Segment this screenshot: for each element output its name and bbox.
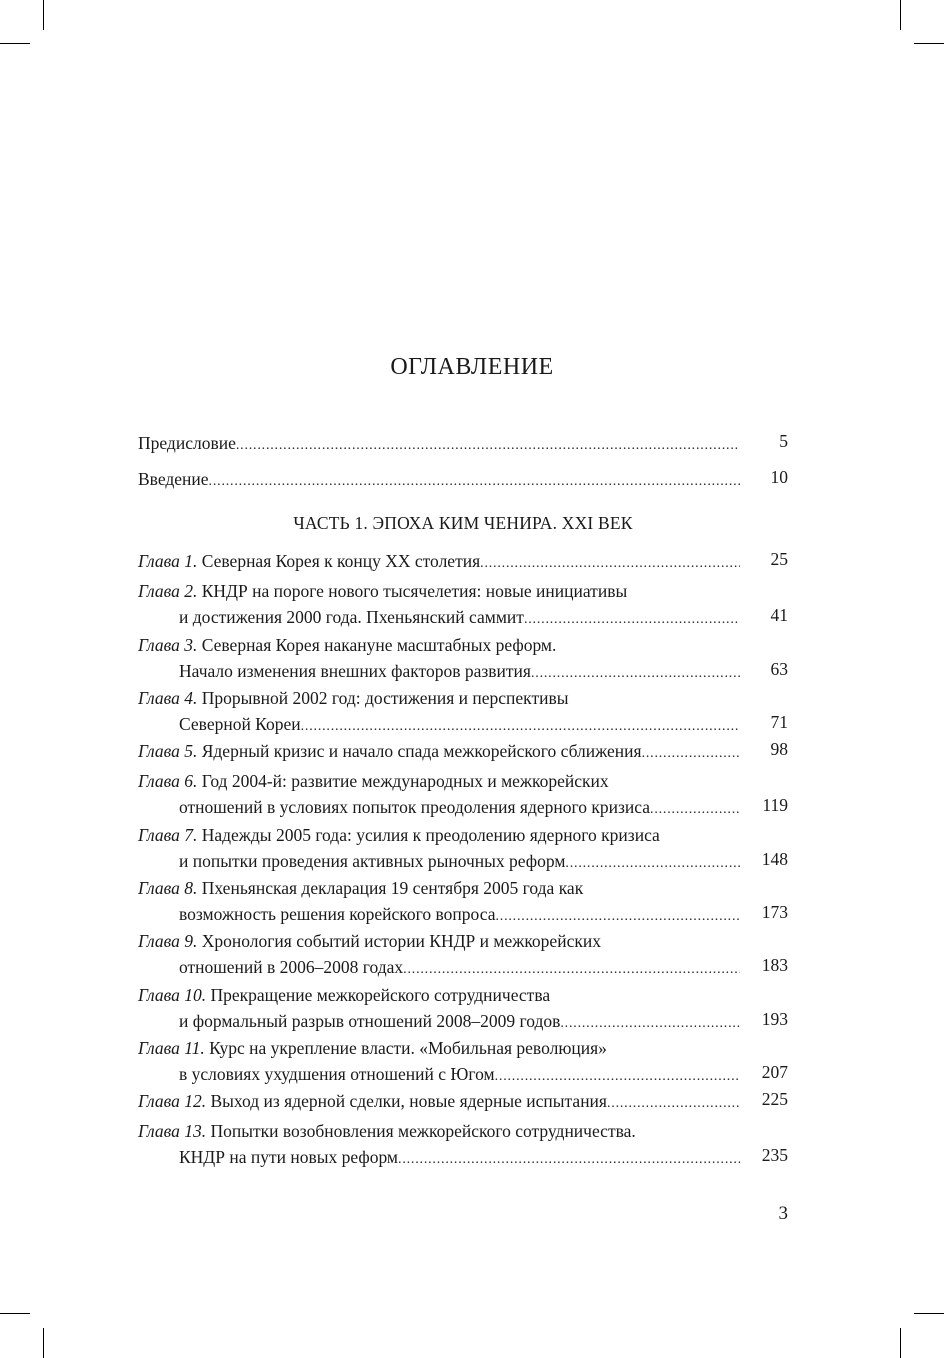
chapter-page: 71 [770,712,788,732]
dot-leader [480,551,740,577]
chapter-label: Глава 6. [138,771,198,791]
chapter-page: 63 [770,659,788,679]
dot-leader [236,433,740,459]
page-number: 3 [778,1203,788,1224]
crop-mark [43,1328,44,1358]
chapter-title-continued: и формальный разрыв отношений 2008–2009 годов [179,1011,561,1031]
chapter-title-continued: Начало изменения внешних факторов развития [179,661,531,681]
chapter-title-continued: и попытки проведения активных рыночных реформ [179,851,566,871]
dot-leader [398,1147,740,1173]
chapter-label: Глава 1. [138,551,198,571]
toc-entry [138,430,788,456]
toc-chapter-entry [138,982,788,1034]
chapter-title: Ядерный кризис и начало спада межкорейского сближения [197,741,642,761]
chapter-title-continued: отношений в условиях попыток преодоления ядерного кризиса [179,797,651,817]
entry-title: Введение [138,469,209,489]
toc-chapter-entry [138,928,788,980]
chapter-title-continued: отношений в 2006–2008 годах [179,957,404,977]
dot-leader [560,1011,740,1037]
chapter-page: 41 [770,605,788,625]
toc-entry [138,466,788,492]
chapter-label: Глава 7. [138,825,198,845]
entry-title: Предисловие [138,433,236,453]
chapter-label: Глава 4. [138,688,198,708]
chapter-label: Глава 12. [138,1091,207,1111]
chapter-title: Попытки возобновления межкорейского сотрудничества. [206,1121,636,1141]
dot-leader [495,1064,740,1090]
crop-mark [900,1328,901,1358]
chapter-label: Глава 10. [138,985,207,1005]
chapter-page: 173 [761,902,788,922]
crop-mark [0,1313,30,1314]
chapter-title: Год 2004-й: развитие международных и межкорейских [197,771,609,791]
toc-chapter-entry [138,685,788,737]
dot-leader [650,797,740,823]
toc-chapter-entry [138,822,788,874]
chapter-page: 98 [770,739,788,759]
toc-chapter-entry [138,632,788,684]
dot-leader [301,714,740,740]
chapter-title-continued: и достижения 2000 года. Пхеньянский саммит [179,607,524,627]
chapter-title: Курс на укрепление власти. «Мобильная революция» [204,1038,607,1058]
toc-heading: ОГЛАВЛЕНИЕ [390,354,554,380]
toc-chapter-entry [138,1088,788,1114]
chapter-title: Пхеньянская декларация 19 сентября 2005 года как [197,878,584,898]
dot-leader [209,469,740,495]
chapter-title: Прекращение межкорейского сотрудничества [206,985,551,1005]
toc-chapter-entry [138,1118,788,1170]
entry-page: 10 [770,467,788,487]
chapter-label: Глава 9. [138,931,198,951]
chapter-label: Глава 13. [138,1121,207,1141]
chapter-title: Надежды 2005 года: усилия к преодолению ядерного кризиса [197,825,660,845]
toc-chapter-entry [138,768,788,820]
crop-mark [900,0,901,30]
chapter-title: КНДР на пороге нового тысячелетия: новые инициативы [197,581,628,601]
toc-chapter-entry [138,1035,788,1087]
dot-leader [565,851,740,877]
dot-leader [403,957,740,983]
chapter-page: 235 [761,1145,788,1165]
chapter-title: Хронология событий истории КНДР и межкорейских [197,931,601,951]
chapter-title-continued: возможность решения корейского вопроса [179,904,496,924]
entry-page: 5 [779,431,788,451]
toc-chapter-entry [138,875,788,927]
toc-chapter-entry [138,548,788,574]
crop-mark [0,43,30,44]
chapter-title-continued: в условиях ухудшения отношений с Югом [179,1064,495,1084]
chapter-title-continued: КНДР на пути новых реформ [179,1147,399,1167]
dot-leader [607,1091,740,1117]
crop-mark [914,43,944,44]
chapter-page: 193 [761,1009,788,1029]
chapter-title: Северная Корея к концу XX столетия [197,551,481,571]
chapter-page: 207 [761,1062,788,1082]
dot-leader [531,661,740,687]
chapter-title-continued: Северной Кореи [179,714,301,734]
chapter-label: Глава 5. [138,741,198,761]
crop-mark [43,0,44,30]
dot-leader [642,741,740,767]
chapter-label: Глава 3. [138,635,198,655]
chapter-title: Прорывной 2002 год: достижения и перспективы [197,688,569,708]
chapter-page: 25 [770,549,788,569]
chapter-page: 183 [761,955,788,975]
chapter-label: Глава 11. [138,1038,205,1058]
chapter-page: 148 [761,849,788,869]
part-heading: ЧАСТЬ 1. ЭПОХА КИМ ЧЕНИРА. XXI ВЕК [293,513,633,533]
chapter-title: Северная Корея накануне масштабных реформ. [197,635,557,655]
dot-leader [524,607,740,633]
chapter-label: Глава 2. [138,581,198,601]
dot-leader [495,904,740,930]
chapter-label: Глава 8. [138,878,198,898]
chapter-page: 119 [762,795,788,815]
chapter-title: Выход из ядерной сделки, новые ядерные испытания [206,1091,607,1111]
chapter-page: 225 [761,1089,788,1109]
toc-chapter-entry [138,578,788,630]
crop-mark [914,1313,944,1314]
toc-chapter-entry [138,738,788,764]
